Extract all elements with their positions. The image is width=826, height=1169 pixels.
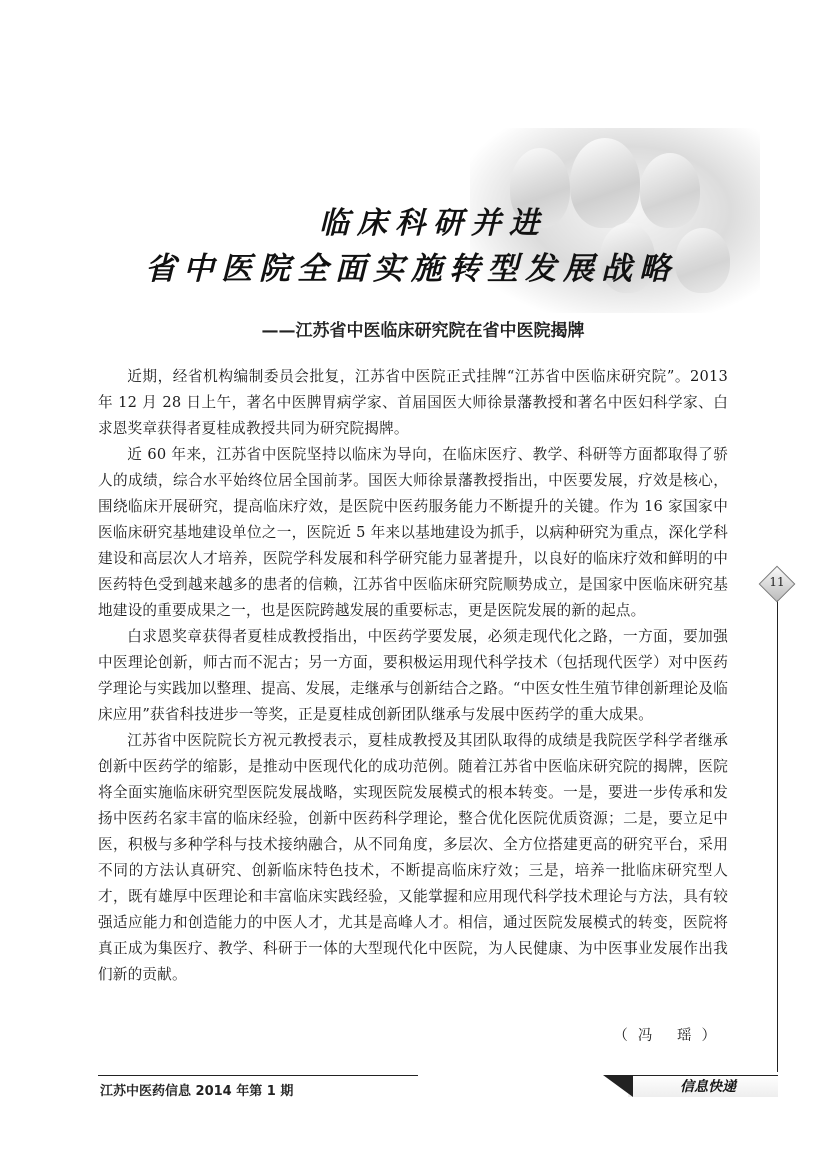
paragraph: 江苏省中医院院长方祝元教授表示，夏桂成教授及其团队取得的成绩是我院医学科学者继承创新中医药学的缩影，是推动中医现代化的成功范例。随着江苏省中医临床研究院的揭牌，医院将全面实施临床研究型医院发展战略，实现医院发展模式的根本转变。一是，要进一步传承和发扬中医药名家丰富的临床经验，创新中医药科学理论，整合优化医院优质资源；二是，要立足中医，积极与多种学科与技术接纳融合，从不同角度，多层次、全方位搭建更高的研究平台，采用不同的方法认真研究、创新临床特色技术，不断提高临床疗效；三是，培养一批临床研究型人才，既有雄厚中医理论和丰富临床实践经验，又能掌握和应用现代科学技术理论与方法，具有较强适应能力和创造能力的中医人才，尤其是高峰人才。相信，通过医院发展模式的转变，医院将真正成为集医疗、教学、科研于一体的大型现代化中医院，为人民健康、为中医事业发展作出我们新的贡献。 [98, 732, 728, 983]
section-name: 信息快递 [680, 1079, 736, 1095]
paragraph: 近 60 年来，江苏省中医院坚持以临床为导向，在临床医疗、教学、科研等方面都取得了骄人的成绩，综合水平始终位居全国前茅。国医大师徐景藩教授指出，中医要发展，疗效是核心，围绕临床开展研究，提高临床疗效，是医院中医药服务能力不断提升的关键。作为 16 家国家中医临床研究基地建设单位之一，医院近 5 年来以基地建设为抓手，以病种研究为重点，深化学科建设和高层次人才培养，医院学科发展和科学研究能力显著提升，以良好的临床疗效和鲜明的中医药特色受到越来越多的患者的信赖，江苏省中医临床研究院顺势成立，是国家中医临床研究基地建设的重要成果之一，也是医院跨越发展的重要标志，更是医院发展的新的起点。 [98, 446, 728, 619]
paragraph: 白求恩奖章获得者夏桂成教授指出，中医药学要发展，必须走现代化之路，一方面，要加强中医理论创新，师古而不泥古；另一方面，要积极运用现代科学技术（包括现代医学）对中医药学理论与实践加以整理、提高、发展，走继承与创新结合之路。“中医女性生殖节律创新理论及临床应用”获省科技进步一等奖，正是夏桂成创新团队继承与发展中医药学的重大成果。 [98, 628, 728, 723]
title-line-1: 临床科研并进 [319, 206, 547, 241]
footer-rule [98, 1075, 418, 1076]
margin-rule [777, 597, 778, 1072]
paragraph: 近期，经省机构编制委员会批复，江苏省中医院正式挂牌“江苏省中医临床研究院”。2013 年 12 月 28 日上午，著名中医脾胃病学家、首届国医大师徐景藩教授和著名中医妇科学家、白求恩奖章获得者夏桂成教授共同为研究院揭牌。 [98, 368, 728, 437]
title-line-2: 省中医院全面实施转型发展战略 [145, 251, 677, 287]
author-signature: （冯 瑶） [613, 1028, 726, 1044]
page-number: 11 [769, 575, 785, 589]
journal-name: 江苏中医药信息 2014 年第 1 期 [100, 1084, 294, 1099]
article-body [98, 364, 728, 988]
section-tab-wedge [603, 1075, 633, 1097]
subtitle: ——江苏省中医临床研究院在省中医院揭牌 [261, 321, 585, 341]
